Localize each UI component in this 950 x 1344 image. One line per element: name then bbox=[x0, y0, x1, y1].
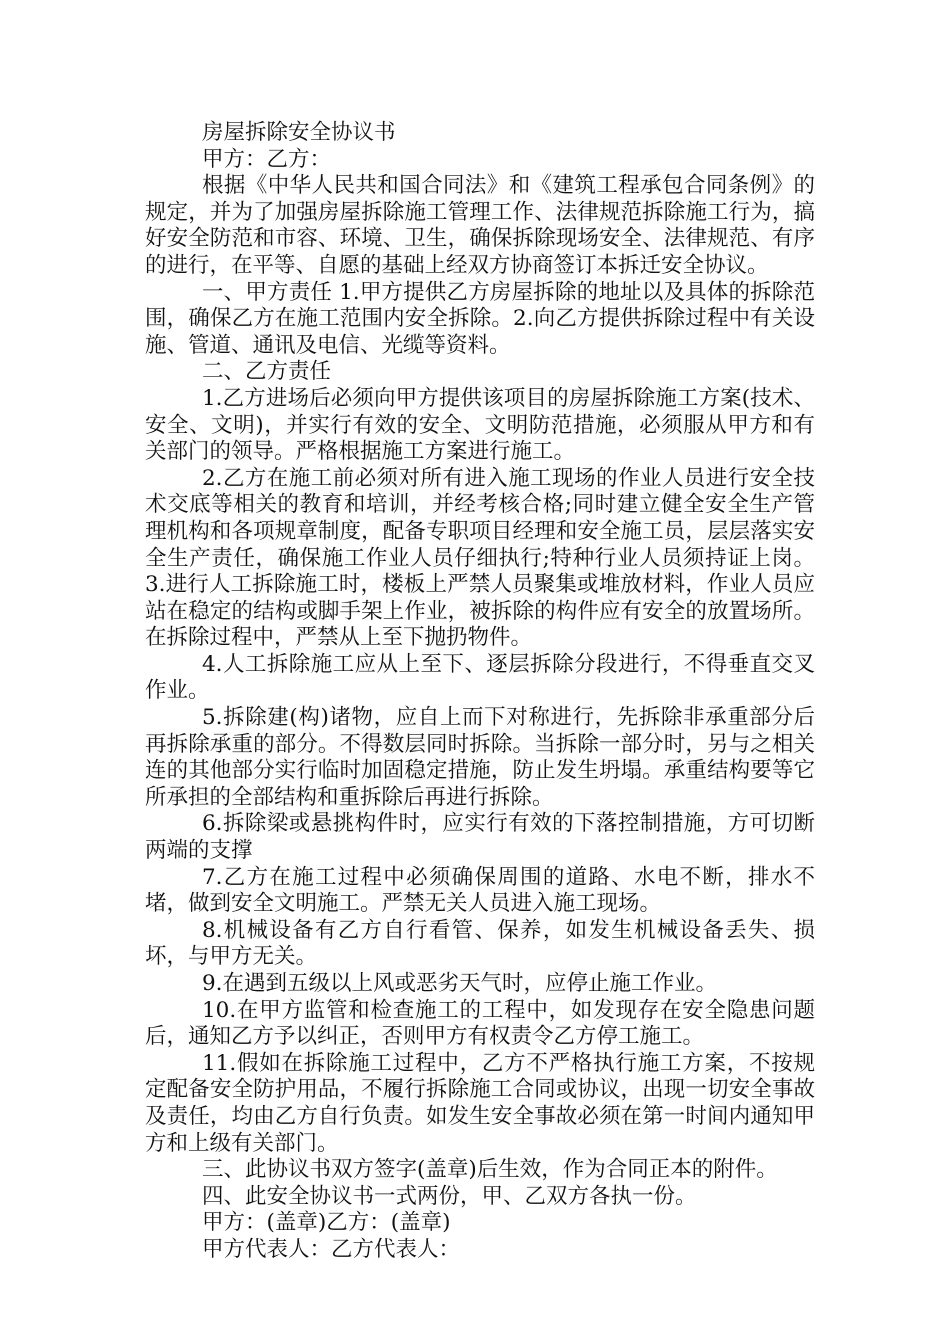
paragraph-preamble: 根据《中华人民共和国合同法》和《建筑工程承包合同条例》的规定，并为了加强房屋拆除施工管理工作、法律规范拆除施工行为，搞好安全防范和市容、环境、卫生，确保拆除现场安全、法律规范、有序的进行，在平等、自愿的基础上经双方协商签订本拆迁安全协议。 bbox=[145, 173, 815, 278]
paragraph-section-3: 三、此协议书双方签字(盖章)后生效，作为合同正本的附件。 bbox=[202, 1157, 778, 1183]
signature-representative-line: 甲方代表人：乙方代表人： bbox=[202, 1236, 461, 1262]
paragraph-clause-8: 8.机械设备有乙方自行看管、保养，如发生机械设备丢失、损坏，与甲方无关。 bbox=[145, 917, 815, 970]
paragraph-clause-6: 6.拆除梁或悬挑构件时，应实行有效的下落控制措施，方可切断两端的支撑 bbox=[145, 811, 815, 864]
paragraph-party-a-duty: 一、甲方责任 1.甲方提供乙方房屋拆除的地址以及具体的拆除范围，确保乙方在施工范围内安全拆除。2.向乙方提供拆除过程中有关设施、管道、通讯及电信、光缆等资料。 bbox=[145, 279, 815, 358]
paragraph-clause-9: 9.在遇到五级以上风或恶劣天气时，应停止施工作业。 bbox=[202, 971, 718, 996]
paragraph-clause-4: 4.人工拆除施工应从上至下、逐层拆除分段进行，不得垂直交叉作业。 bbox=[145, 651, 815, 704]
document-page bbox=[145, 120, 815, 1264]
paragraph-clause-7: 7.乙方在施工过程中必须确保周围的道路、水电不断，排水不堵，做到安全文明施工。严禁无关人员进入施工现场。 bbox=[145, 864, 815, 917]
paragraph-clause-5: 5.拆除建(构)诸物，应自上而下对称进行，先拆除非承重部分后再拆除承重的部分。不得数层同时拆除。当拆除一部分时，另与之相关连的其他部分实行临时加固稳定措施，防止发生坍塌。承重结构要等它所承担的全部结构和重拆除后再进行拆除。 bbox=[145, 705, 815, 810]
paragraph-clause-10: 10.在甲方监管和检查施工的工程中，如发现存在安全隐患问题后，通知乙方予以纠正，否则甲方有权责令乙方停工施工。 bbox=[145, 997, 815, 1050]
paragraph-clause-2-3: 2.乙方在施工前必须对所有进入施工现场的作业人员进行安全技术交底等相关的教育和培训，并经考核合格;同时建立健全安全生产管理机构和各项规章制度，配备专职项目经理和安全施工员，层层落实安全生产责任，确保施工作业人员仔细执行;特种行业人员须持证上岗。3.进行人工拆除施工时，楼板上严禁人员聚集或堆放材料，作业人员应站在稳定的结构或脚手架上作业，被拆除的构件应有安全的放置场所。在拆除过程中，严禁从上至下抛扔物件。 bbox=[145, 465, 815, 651]
paragraph-party-b-heading: 二、乙方责任 bbox=[202, 359, 332, 385]
signature-seal-line: 甲方：(盖章)乙方：(盖章) bbox=[202, 1210, 451, 1236]
paragraph-clause-1: 1.乙方进场后必须向甲方提供该项目的房屋拆除施工方案(技术、安全、文明)，并实行有效的安全、文明防范措施，必须服从甲方和有关部门的领导。严格根据施工方案进行施工。 bbox=[145, 385, 815, 465]
paragraph-clause-11: 11.假如在拆除施工过程中，乙方不严格执行施工方案，不按规定配备安全防护用品，不履行拆除施工合同或协议，出现一切安全事故及责任，均由乙方自行负责。如发生安全事故必须在第一时间内通知甲方和上级有关部门。 bbox=[145, 1050, 815, 1156]
document-title: 房屋拆除安全协议书 bbox=[202, 120, 396, 145]
paragraph-section-4: 四、此安全协议书一式两份，甲、乙双方各执一份。 bbox=[202, 1183, 697, 1209]
parties-line: 甲方：乙方： bbox=[202, 146, 332, 172]
